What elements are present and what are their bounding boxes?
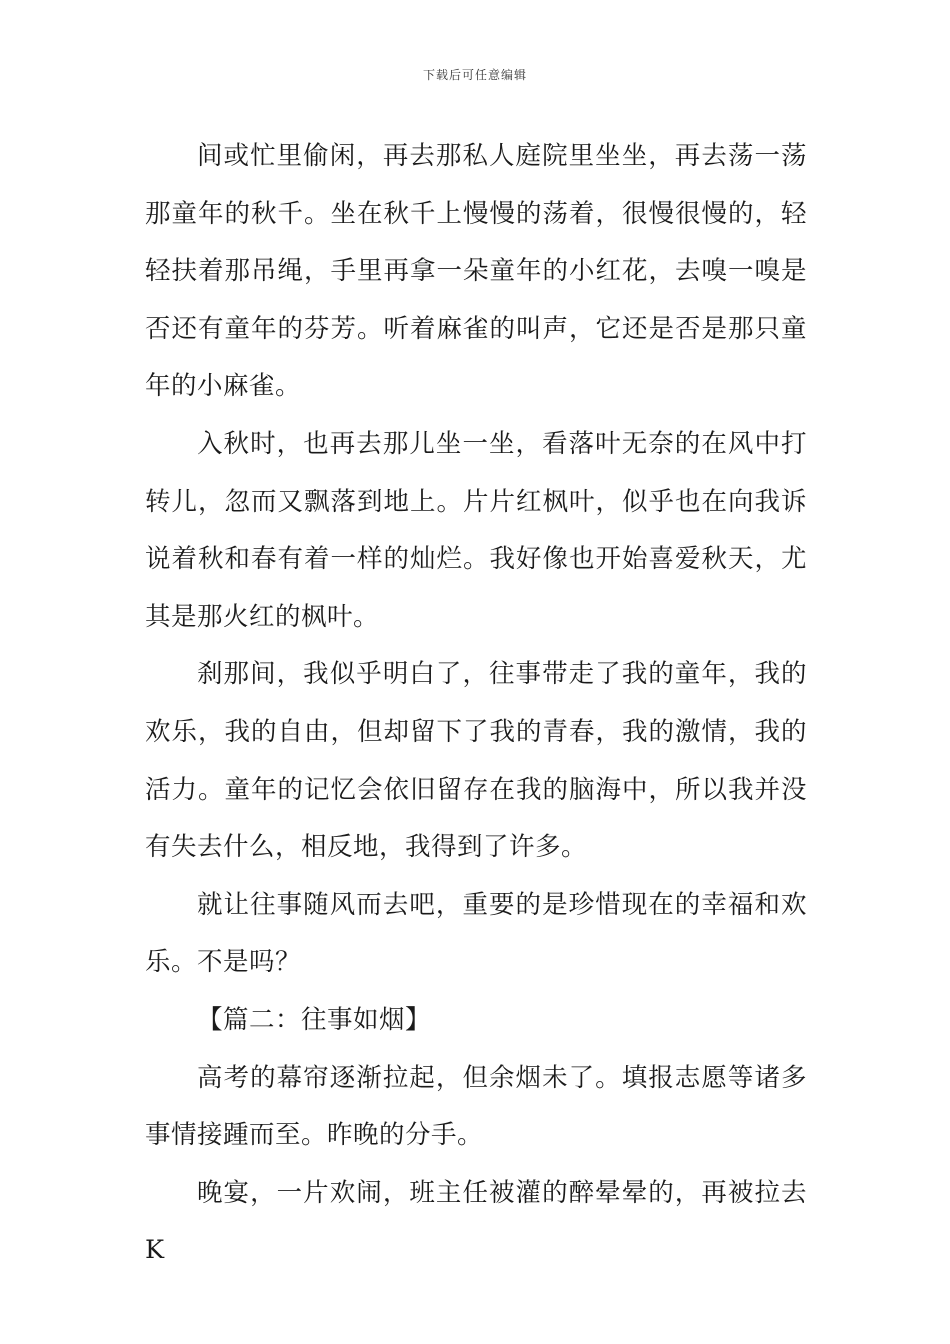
paragraph-realization: 刹那间，我似乎明白了，往事带走了我的童年，我的欢乐，我的自由，但却留下了我的青春，我的激情，我的活力。童年的记忆会依旧留存在我的脑海中，所以我并没有失去什么，相反地，我得到了许多。 — [145, 659, 807, 863]
paragraph-autumn-leaves: 入秋时，也再去那儿坐一坐，看落叶无奈的在风中打转儿，忽而又飘落到地上。片片红枫叶，似乎也在向我诉说着秋和春有着一样的灿烂。我好像也开始喜爱秋天，尤其是那火红的枫叶。 — [145, 428, 807, 632]
paragraph-cherish-present: 就让往事随风而去吧，重要的是珍惜现在的幸福和欢乐。不是吗？ — [145, 889, 807, 978]
paragraph-college-entrance: 高考的幕帘逐渐拉起，但余烟未了。填报志愿等诸多事情接踵而至。昨晚的分手。 — [145, 1062, 807, 1151]
section-heading: 【篇二：往事如烟】 — [197, 1004, 432, 1035]
paragraph-banquet: 晚宴，一片欢闹，班主任被灌的醉晕晕的，再被拉去 K — [145, 1177, 807, 1266]
document-body — [145, 128, 807, 1280]
header-note: 下载后可任意编辑 — [422, 68, 527, 82]
paragraph-swing-memories: 间或忙里偷闲，再去那私人庭院里坐坐，再去荡一荡那童年的秋千。坐在秋千上慢慢的荡着，很慢很慢的，轻轻扶着那吊绳，手里再拿一朵童年的小红花，去嗅一嗅是否还有童年的芬芳。听着麻雀的叫声，它还是否是那只童年的小麻雀。 — [145, 141, 807, 402]
